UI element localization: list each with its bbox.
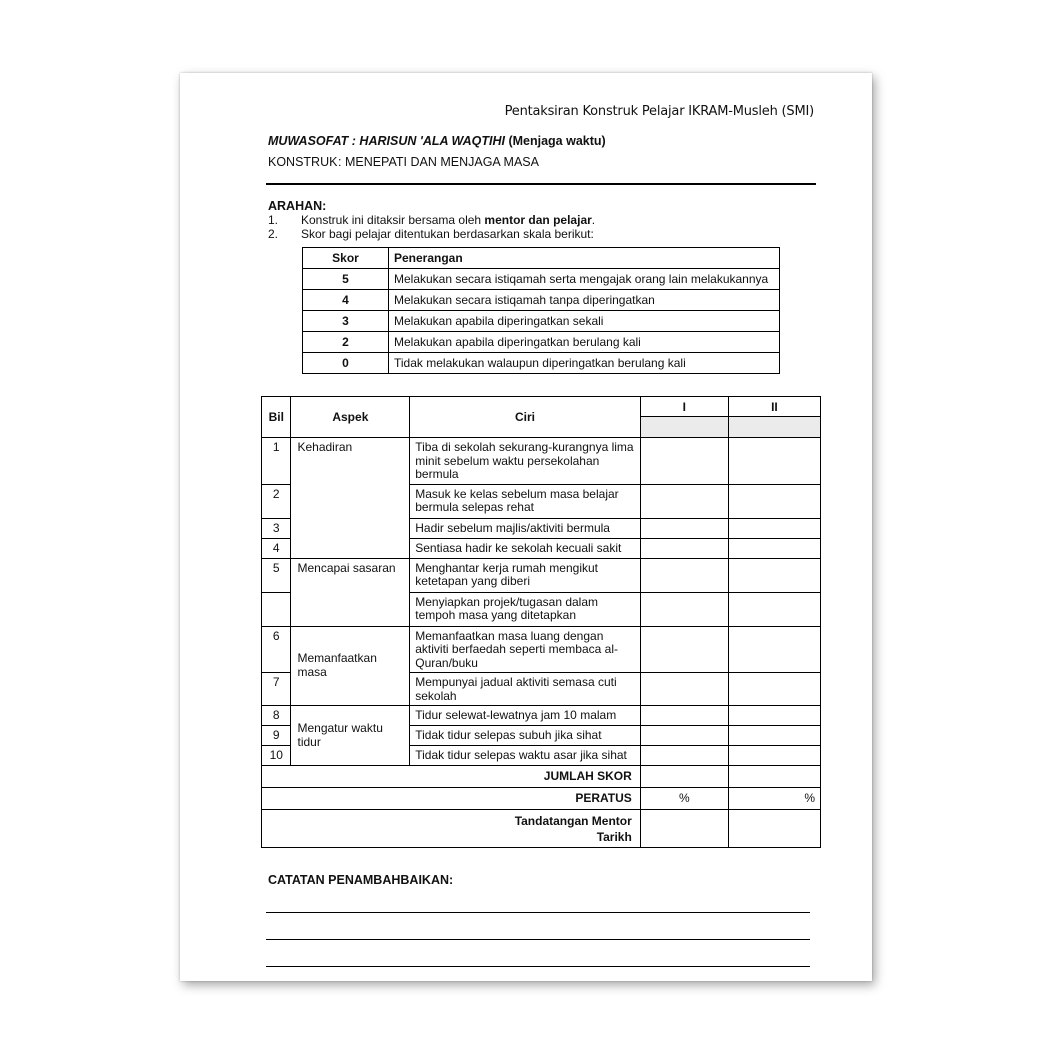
row-ciri: Tidak tidur selepas waktu asar jika sihat bbox=[410, 746, 641, 766]
signature-ii[interactable] bbox=[728, 810, 820, 848]
score-input-i[interactable] bbox=[640, 484, 728, 518]
row-ciri: Tidur selewat-lewatnya jam 10 malam bbox=[410, 706, 641, 726]
aspect-memanfaatkan-masa: Memanfaatkan masa bbox=[291, 626, 410, 706]
row-ciri: Tidak tidur selepas subuh jika sihat bbox=[410, 726, 641, 746]
header-bil: Bil bbox=[262, 397, 291, 438]
scale-row bbox=[303, 353, 780, 374]
arahan-item-2 bbox=[268, 227, 594, 241]
arahan-item-bold: mentor dan pelajar bbox=[484, 213, 592, 227]
scale-description: Melakukan secara istiqamah tanpa diperingatkan bbox=[389, 290, 780, 311]
row-ciri: Hadir sebelum majlis/aktiviti bermula bbox=[410, 518, 641, 538]
score-input-ii[interactable] bbox=[728, 706, 820, 726]
peratus-i[interactable]: % bbox=[640, 788, 728, 810]
scale-score: 4 bbox=[303, 290, 389, 311]
score-input-ii[interactable] bbox=[728, 626, 820, 673]
muwasofat-title bbox=[268, 134, 606, 148]
score-input-i[interactable] bbox=[640, 592, 728, 626]
arahan-heading: ARAHAN: bbox=[268, 199, 327, 213]
score-input-ii[interactable] bbox=[728, 746, 820, 766]
score-scale-table bbox=[302, 247, 780, 374]
score-input-i[interactable] bbox=[640, 673, 728, 706]
peratus-row bbox=[262, 788, 821, 810]
aspect-kehadiran: Kehadiran bbox=[291, 438, 410, 559]
scale-row bbox=[303, 311, 780, 332]
document-page bbox=[180, 73, 872, 981]
muwasofat-suffix: (Menjaga waktu) bbox=[504, 134, 606, 148]
score-input-i[interactable] bbox=[640, 538, 728, 558]
score-input-ii[interactable] bbox=[728, 673, 820, 706]
scale-description: Tidak melakukan walaupun diperingatkan berulang kali bbox=[389, 353, 780, 374]
score-input-ii[interactable] bbox=[728, 438, 820, 485]
row-bil: 5 bbox=[262, 558, 291, 592]
score-cell-ii-header bbox=[728, 417, 820, 438]
arahan-item-num: 2. bbox=[268, 227, 279, 241]
scale-header-penerangan: Penerangan bbox=[389, 248, 780, 269]
arahan-item-1 bbox=[268, 213, 595, 227]
scale-header-skor: Skor bbox=[303, 248, 389, 269]
table-row bbox=[262, 438, 821, 485]
score-input-i[interactable] bbox=[640, 746, 728, 766]
row-bil bbox=[262, 592, 291, 626]
table-row bbox=[262, 706, 821, 726]
score-input-ii[interactable] bbox=[728, 558, 820, 592]
signature-i[interactable] bbox=[640, 810, 728, 848]
row-bil: 6 bbox=[262, 626, 291, 673]
table-row bbox=[262, 558, 821, 592]
jumlah-skor-row bbox=[262, 766, 821, 788]
row-bil: 4 bbox=[262, 538, 291, 558]
writing-line[interactable] bbox=[266, 966, 810, 967]
tarikh-label: Tarikh bbox=[596, 830, 632, 844]
row-bil: 1 bbox=[262, 438, 291, 485]
scale-score: 3 bbox=[303, 311, 389, 332]
writing-line[interactable] bbox=[266, 939, 810, 940]
assessment-header-row bbox=[262, 397, 821, 417]
row-ciri: Tiba di sekolah sekurang-kurangnya lima minit sebelum waktu persekolahan bermula bbox=[410, 438, 641, 485]
row-ciri: Memanfaatkan masa luang dengan aktiviti berfaedah seperti membaca al-Quran/buku bbox=[410, 626, 641, 673]
row-bil: 9 bbox=[262, 726, 291, 746]
score-input-ii[interactable] bbox=[728, 726, 820, 746]
writing-line[interactable] bbox=[266, 912, 810, 913]
score-input-ii[interactable] bbox=[728, 538, 820, 558]
row-bil: 8 bbox=[262, 706, 291, 726]
jumlah-skor-ii[interactable] bbox=[728, 766, 820, 788]
row-bil: 3 bbox=[262, 518, 291, 538]
peratus-label: PERATUS bbox=[262, 788, 641, 810]
header-divider bbox=[266, 183, 816, 185]
scale-row bbox=[303, 269, 780, 290]
scale-row bbox=[303, 332, 780, 353]
arahan-item-text: Konstruk ini ditaksir bersama oleh bbox=[301, 213, 485, 227]
scale-description: Melakukan apabila diperingatkan berulang kali bbox=[389, 332, 780, 353]
row-ciri: Mempunyai jadual aktiviti semasa cuti sekolah bbox=[410, 673, 641, 706]
score-cell-i-header bbox=[640, 417, 728, 438]
score-input-i[interactable] bbox=[640, 438, 728, 485]
catatan-heading: CATATAN PENAMBAHBAIKAN: bbox=[268, 873, 454, 887]
header-col-ii: II bbox=[728, 397, 820, 417]
row-bil: 10 bbox=[262, 746, 291, 766]
assessment-table bbox=[261, 396, 821, 848]
scale-description: Melakukan apabila diperingatkan sekali bbox=[389, 311, 780, 332]
jumlah-skor-label: JUMLAH SKOR bbox=[262, 766, 641, 788]
table-row bbox=[262, 626, 821, 673]
peratus-ii[interactable]: % bbox=[728, 788, 820, 810]
scale-score: 2 bbox=[303, 332, 389, 353]
arahan-item-num: 1. bbox=[268, 213, 279, 227]
konstruk-value: : MENEPATI DAN MENJAGA MASA bbox=[338, 155, 539, 169]
signature-labels bbox=[262, 810, 641, 848]
tandatangan-label: Tandatangan Mentor bbox=[514, 814, 632, 828]
signature-row bbox=[262, 810, 821, 848]
scale-header-row bbox=[303, 248, 780, 269]
header-aspek: Aspek bbox=[291, 397, 410, 438]
row-ciri: Masuk ke kelas sebelum masa belajar bermula selepas rehat bbox=[410, 484, 641, 518]
score-input-i[interactable] bbox=[640, 706, 728, 726]
konstruk-label: KONSTRUK bbox=[268, 155, 338, 169]
row-bil: 2 bbox=[262, 484, 291, 518]
score-input-ii[interactable] bbox=[728, 592, 820, 626]
score-input-i[interactable] bbox=[640, 518, 728, 538]
row-ciri: Menghantar kerja rumah mengikut ketetapan yang diberi bbox=[410, 558, 641, 592]
scale-score: 5 bbox=[303, 269, 389, 290]
score-input-i[interactable] bbox=[640, 626, 728, 673]
header-ciri: Ciri bbox=[410, 397, 641, 438]
header-col-i: I bbox=[640, 397, 728, 417]
score-input-ii[interactable] bbox=[728, 518, 820, 538]
row-ciri: Menyiapkan projek/tugasan dalam tempoh masa yang ditetapkan bbox=[410, 592, 641, 626]
score-input-ii[interactable] bbox=[728, 484, 820, 518]
score-input-i[interactable] bbox=[640, 558, 728, 592]
row-bil: 7 bbox=[262, 673, 291, 706]
aspect-mencapai-sasaran: Mencapai sasaran bbox=[291, 558, 410, 626]
scale-score: 0 bbox=[303, 353, 389, 374]
aspect-mengatur-waktu-tidur: Mengatur waktu tidur bbox=[291, 706, 410, 766]
score-input-i[interactable] bbox=[640, 726, 728, 746]
muwasofat-prefix: MUWASOFAT : HARISUN 'ALA WAQTIHI bbox=[268, 134, 505, 148]
jumlah-skor-i[interactable] bbox=[640, 766, 728, 788]
scale-description: Melakukan secara istiqamah serta mengajak orang lain melakukannya bbox=[389, 269, 780, 290]
arahan-item-end: . bbox=[591, 213, 596, 227]
arahan-item-text: Skor bagi pelajar ditentukan berdasarkan skala berikut: bbox=[301, 227, 594, 241]
row-ciri: Sentiasa hadir ke sekolah kecuali sakit bbox=[410, 538, 641, 558]
konstruk-line bbox=[268, 155, 539, 169]
scale-row bbox=[303, 290, 780, 311]
header-form-title: Pentaksiran Konstruk Pelajar IKRAM-Musleh (SMI) bbox=[504, 104, 814, 119]
